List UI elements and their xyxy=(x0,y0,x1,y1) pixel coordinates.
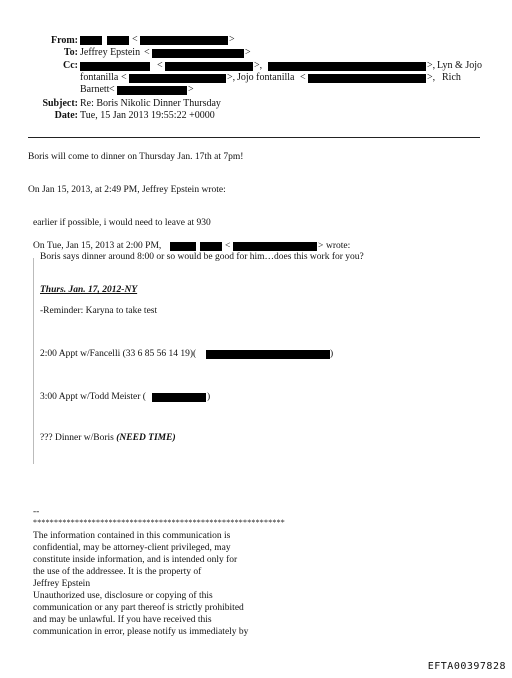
attribution-line: On Tue, Jan 15, 2013 at 2:00 PM, xyxy=(33,241,162,251)
disclaimer-line: and may be unlawful. If you have received this xyxy=(33,615,212,625)
cc-line2-tail: Rich xyxy=(442,72,461,83)
disclaimer-line: communication in error, please notify us immediately by xyxy=(33,627,249,637)
angle-open: < xyxy=(300,72,306,83)
cc-name-jojo: Jojo fontanilla xyxy=(237,72,295,83)
angle-open: < xyxy=(144,47,150,58)
attribution-wrote: wrote: xyxy=(326,241,351,251)
quote-bar xyxy=(33,258,34,464)
redaction xyxy=(170,242,196,251)
quoted-line: Boris says dinner around 8:00 or so would be good for him…does this work for you? xyxy=(40,252,364,262)
signature-dash: -- xyxy=(33,507,40,517)
body-line: Boris will come to dinner on Thursday Jan. 17th at 7pm! xyxy=(28,152,244,162)
redaction xyxy=(80,62,150,71)
redaction xyxy=(165,62,253,71)
disclaimer-line: The information contained in this communication is xyxy=(33,531,231,541)
paren-close: ) xyxy=(207,392,211,402)
reply-line: earlier if possible, i would need to leave at 930 xyxy=(33,218,211,228)
to-label: To: xyxy=(63,47,78,58)
angle-close-comma: >, xyxy=(427,72,436,83)
dinner-line xyxy=(40,433,176,443)
angle-open: < xyxy=(157,60,163,71)
from-label: From: xyxy=(50,35,78,46)
redaction xyxy=(206,350,330,359)
redaction xyxy=(268,62,426,71)
stars-divider: ************************************************************ xyxy=(33,518,285,527)
appointment-line: 3:00 Appt w/Todd Meister ( xyxy=(40,392,146,402)
redaction xyxy=(152,393,206,402)
disclaimer-line: confidential, may be attorney-client privileged, may xyxy=(33,543,231,553)
redaction xyxy=(152,49,244,58)
disclaimer-line: Unauthorized use, disclosure or copying of this xyxy=(33,591,213,601)
cc-name-barnett: Barnett xyxy=(80,84,110,95)
paren-close: ) xyxy=(330,349,334,359)
dinner-need-time: (NEED TIME) xyxy=(116,433,176,443)
angle-open: < xyxy=(225,241,231,251)
redaction xyxy=(117,86,187,95)
appointment-line: 2:00 Appt w/Fancelli (33 6 85 56 14 19)( xyxy=(40,349,197,359)
angle-close-comma: >, xyxy=(227,72,236,83)
subject-text: Re: Boris Nikolic Dinner Thursday xyxy=(80,98,221,109)
angle-close: > xyxy=(229,34,235,45)
disclaimer-line: constitute inside information, and is intended only for xyxy=(33,555,238,565)
redaction xyxy=(107,36,129,45)
redaction xyxy=(80,36,102,45)
angle-open: < xyxy=(132,34,138,45)
angle-close-comma: >, xyxy=(427,60,436,71)
redaction xyxy=(129,74,226,83)
angle-close: > xyxy=(245,47,251,58)
cc-name-fontanilla: fontanilla xyxy=(80,72,119,83)
redaction xyxy=(140,36,228,45)
schedule-heading: Thurs. Jan. 17, 2012-NY xyxy=(40,285,138,295)
subject-label: Subject: xyxy=(42,98,78,109)
angle-close: > xyxy=(318,241,324,251)
disclaimer-line: communication or any part thereof is strictly prohibited xyxy=(33,603,244,613)
header-divider xyxy=(28,137,480,138)
angle-close: > xyxy=(188,84,194,95)
angle-open: < xyxy=(121,72,127,83)
date-text: Tue, 15 Jan 2013 19:55:22 +0000 xyxy=(80,110,215,121)
redaction xyxy=(233,242,317,251)
angle-open: < xyxy=(109,84,115,95)
document-id-stamp: EFTA00397828 xyxy=(427,661,506,672)
cc-line1-tail: Lyn & Jojo xyxy=(437,60,483,71)
disclaimer-line: the use of the addressee. It is the property of xyxy=(33,567,202,577)
schedule-reminder: -Reminder: Karyna to take test xyxy=(40,306,158,316)
cc-label: Cc: xyxy=(63,60,78,71)
dinner-text: ??? Dinner w/Boris xyxy=(40,433,117,443)
angle-close-comma: >, xyxy=(254,60,263,71)
attribution-line: On Jan 15, 2013, at 2:49 PM, Jeffrey Epstein wrote: xyxy=(28,185,226,195)
to-name: Jeffrey Epstein xyxy=(80,47,141,58)
date-label: Date: xyxy=(54,110,78,121)
redaction xyxy=(200,242,222,251)
redaction xyxy=(308,74,426,83)
disclaimer-line: Jeffrey Epstein xyxy=(33,579,91,589)
